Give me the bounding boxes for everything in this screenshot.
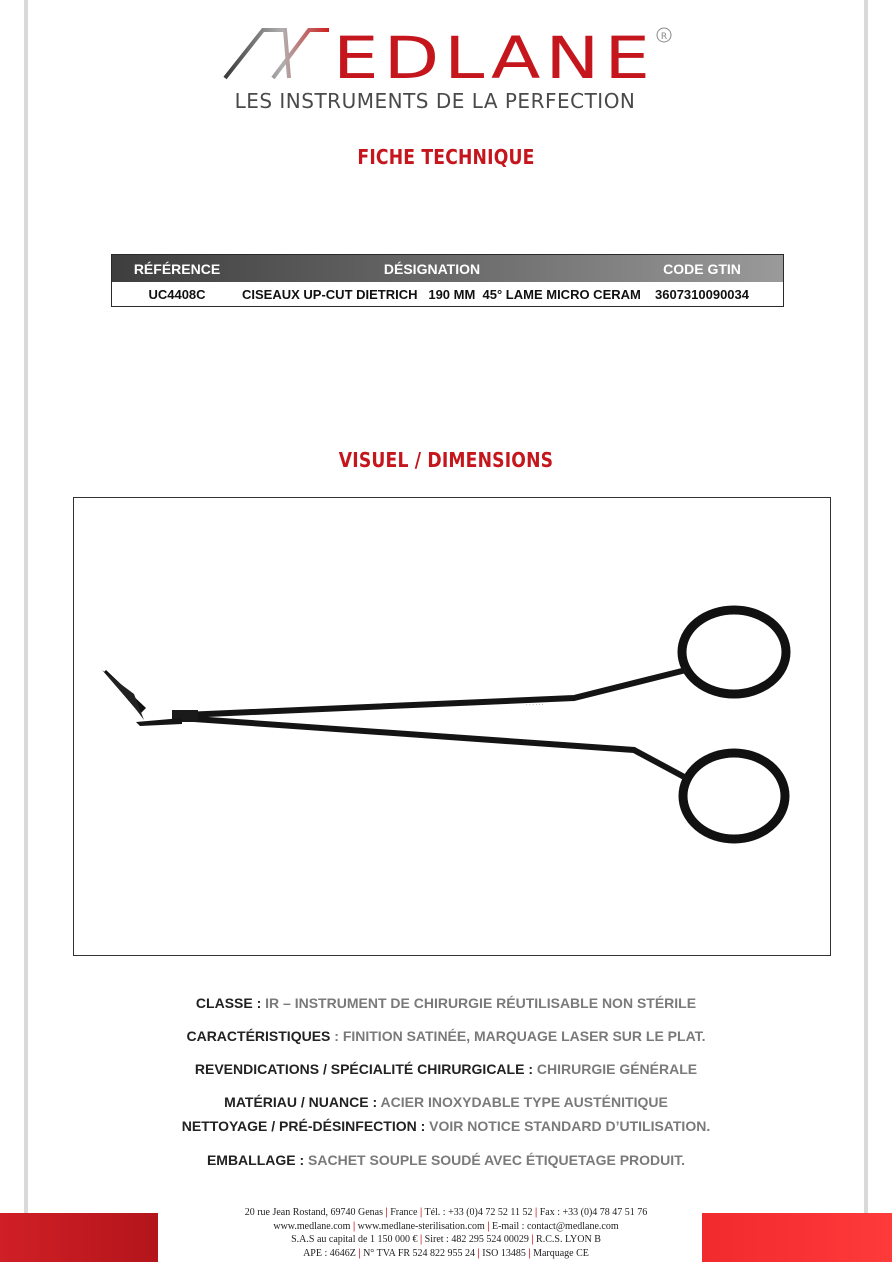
spec-classe: CLASSE : IR – INSTRUMENT DE CHIRURGIE RÉUTILISABLE NON STÉRILE <box>195 995 697 1011</box>
column-header-gtin: CODE GTIN <box>663 260 741 277</box>
cell-reference: UC4408C <box>148 286 206 302</box>
footer-line-address: 20 rue Jean Rostand, 69740 Genas | France | Tél. : +33 (0)4 72 52 11 52 | Fax : +33 (0)4 78 47 51 76 <box>244 1207 648 1218</box>
spec-materiau: MATÉRIAU / NUANCE : ACIER INOXYDABLE TYPE AUSTÉNITIQUE <box>224 1094 668 1110</box>
table-row <box>112 282 783 306</box>
tagline: LES INSTRUMENTS DE LA PERFECTION <box>234 89 636 113</box>
cell-designation: CISEAUX UP-CUT DIETRICH 190 MM 45° LAME MICRO CERAM <box>242 286 641 302</box>
product-visual-frame <box>73 497 831 956</box>
spec-nettoyage: NETTOYAGE / PRÉ-DÉSINFECTION : VOIR NOTICE STANDARD D’UTILISATION. <box>181 1118 711 1134</box>
footer-line-legal: S.A.S au capital de 1 150 000 € | Siret : 482 295 524 00029 | R.C.S. LYON B <box>291 1234 601 1245</box>
table-header <box>112 255 783 282</box>
reference-table <box>111 254 784 307</box>
registered-mark: R <box>660 32 668 42</box>
svg-text:EDLANE: EDLANE <box>333 24 655 90</box>
cell-gtin: 3607310090034 <box>655 286 749 302</box>
spec-emballage: EMBALLAGE : SACHET SOUPLE SOUDÉ AVEC ÉTIQUETAGE PRODUIT. <box>206 1152 686 1168</box>
spec-revendications: REVENDICATIONS / SPÉCIALITÉ CHIRURGICALE : CHIRURGIE GÉNÉRALE <box>194 1061 698 1077</box>
medlane-logo <box>215 20 685 90</box>
column-header-designation: DÉSIGNATION <box>383 260 481 277</box>
email-link[interactable]: E-mail : contact@medlane.com <box>491 1220 619 1232</box>
footer-line-web: www.medlane.com | www.medlane-sterilisation.com | E-mail : contact@medlane.com <box>273 1220 619 1232</box>
svg-text:. . . . . .: . . . . . . <box>526 701 544 707</box>
svg-text:. . . . .: . . . . . <box>524 738 539 744</box>
scissors-image <box>74 498 829 954</box>
visuel-dimensions-title: VISUEL / DIMENSIONS <box>338 448 554 472</box>
website-link[interactable]: www.medlane.com <box>273 1220 351 1232</box>
footer-contact <box>0 1206 892 1260</box>
column-header-reference: RÉFÉRENCE <box>133 260 221 277</box>
fiche-technique-title: FICHE TECHNIQUE <box>357 145 535 169</box>
footer-line-codes: APE : 4646Z | N° TVA FR 524 822 955 24 | ISO 13485 | Marquage CE <box>303 1247 589 1259</box>
sterilisation-website-link[interactable]: www.medlane-sterilisation.com <box>357 1220 485 1232</box>
spec-caracteristiques: CARACTÉRISTIQUES : FINITION SATINÉE, MARQUAGE LASER SUR LE PLAT. <box>186 1028 706 1044</box>
